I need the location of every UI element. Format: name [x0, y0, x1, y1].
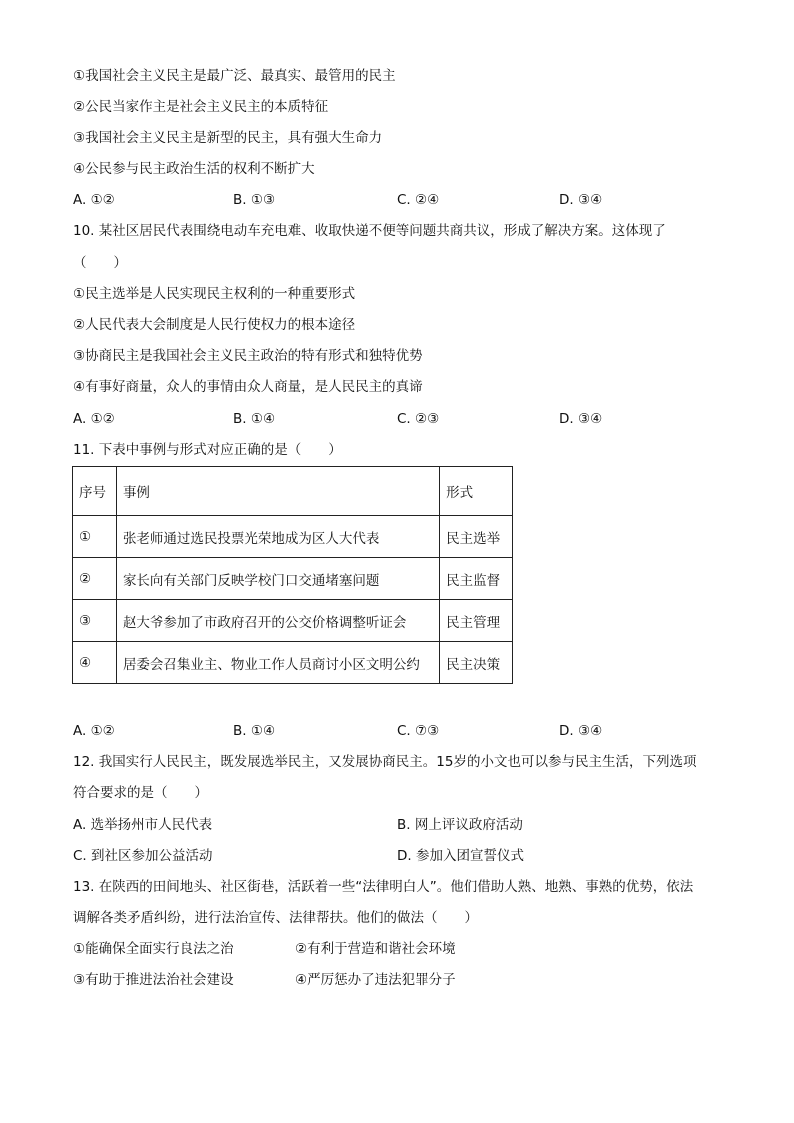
q13-statement-3: ③有助于推进法治社会建设 — [73, 972, 234, 988]
q9-statement-2: ②公民当家作主是社会主义民主的本质特征 — [73, 99, 329, 115]
q10-option-c[interactable]: C. ②③ — [397, 411, 440, 427]
q10-statement-3: ③协商民主是我国社会主义民主政治的特有形式和独特优势 — [73, 348, 423, 364]
q10-statement-1: ①民主选举是人民实现民主权利的一种重要形式 — [73, 286, 356, 302]
q9-statement-4: ④公民参与民主政治生活的权利不断扩大 — [73, 161, 315, 177]
table-cell-example: 居委会召集业主、物业工作人员商讨小区文明公约 — [116, 642, 439, 684]
table-cell-index: ① — [73, 516, 117, 558]
q10-stem-line-1: 10. 某社区居民代表围绕电动车充电难、收取快递不便等问题共商共议，形成了解决方案。这体现了 — [73, 223, 666, 239]
table-row — [73, 642, 513, 684]
q12-stem-line-1: 12. 我国实行人民民主，既发展选举民主，又发展协商民主。15岁的小文也可以参与民主生活，下列选项 — [73, 754, 697, 770]
q9-option-a[interactable]: A. ①② — [73, 192, 115, 208]
q9-option-b[interactable]: B. ①③ — [233, 192, 276, 208]
q13-statement-4: ④严厉惩办了违法犯罪分子 — [295, 972, 456, 988]
table-header-example: 事例 — [116, 467, 439, 516]
q10-options — [73, 409, 733, 429]
q12-option-d[interactable]: D. 参加入团宣誓仪式 — [397, 848, 524, 864]
table-row — [73, 600, 513, 642]
table-cell-index: ④ — [73, 642, 117, 684]
q13-stem-line-1: 13. 在陕西的田间地头、社区街巷，活跃着一些“法律明白人”。他们借助人熟、地熟、事熟的优势，依法 — [73, 879, 694, 895]
q10-stem-line-2: （ ） — [73, 255, 127, 271]
q11-option-b[interactable]: B. ①④ — [233, 723, 276, 739]
table-cell-form: 民主决策 — [440, 642, 513, 684]
q13-statements-row-1 — [73, 939, 733, 959]
q10-statement-2: ②人民代表大会制度是人民行使权力的根本途径 — [73, 317, 356, 333]
q11-table — [72, 466, 513, 684]
table-row — [73, 558, 513, 600]
q9-statement-1: ①我国社会主义民主是最广泛、最真实、最管用的民主 — [73, 68, 396, 84]
table-cell-form: 民主管理 — [440, 600, 513, 642]
table-cell-form: 民主监督 — [440, 558, 513, 600]
table-header-index: 序号 — [73, 467, 117, 516]
q12-option-a[interactable]: A. 选举扬州市人民代表 — [73, 817, 213, 833]
q10-statement-4: ④有事好商量，众人的事情由众人商量，是人民民主的真谛 — [73, 379, 423, 395]
q11-option-c[interactable]: C. ⑦③ — [397, 723, 440, 739]
q12-option-b[interactable]: B. 网上评议政府活动 — [397, 817, 523, 833]
q9-option-c[interactable]: C. ②④ — [397, 192, 440, 208]
q10-option-b[interactable]: B. ①④ — [233, 411, 276, 427]
q10-option-d[interactable]: D. ③④ — [559, 411, 603, 427]
q9-statement-3: ③我国社会主义民主是新型的民主，具有强大生命力 — [73, 130, 383, 146]
q11-option-a[interactable]: A. ①② — [73, 723, 115, 739]
q11-stem: 11. 下表中事例与形式对应正确的是（ ） — [73, 442, 342, 458]
q9-options — [73, 190, 733, 210]
q13-statements-row-2 — [73, 970, 733, 990]
q11-options — [73, 721, 733, 741]
q9-option-d[interactable]: D. ③④ — [559, 192, 603, 208]
q13-stem-line-2: 调解各类矛盾纠纷，进行法治宣传、法律帮扶。他们的做法（ ） — [73, 910, 478, 926]
table-cell-example: 家长向有关部门反映学校门口交通堵塞问题 — [116, 558, 439, 600]
table-cell-example: 张老师通过选民投票光荣地成为区人大代表 — [116, 516, 439, 558]
table-header-row — [73, 467, 513, 516]
table-row — [73, 516, 513, 558]
q12-options-row-2 — [73, 846, 733, 866]
q10-option-a[interactable]: A. ①② — [73, 411, 115, 427]
q12-options-row-1 — [73, 815, 733, 835]
q13-statement-2: ②有利于营造和谐社会环境 — [295, 941, 456, 957]
table-cell-form: 民主选举 — [440, 516, 513, 558]
table-cell-index: ② — [73, 558, 117, 600]
table-header-form: 形式 — [440, 467, 513, 516]
table-cell-example: 赵大爷参加了市政府召开的公交价格调整听证会 — [116, 600, 439, 642]
q12-stem-line-2: 符合要求的是（ ） — [73, 785, 208, 801]
q11-option-d[interactable]: D. ③④ — [559, 723, 603, 739]
table-cell-index: ③ — [73, 600, 117, 642]
q13-statement-1: ①能确保全面实行良法之治 — [73, 941, 234, 957]
q12-option-c[interactable]: C. 到社区参加公益活动 — [73, 848, 213, 864]
